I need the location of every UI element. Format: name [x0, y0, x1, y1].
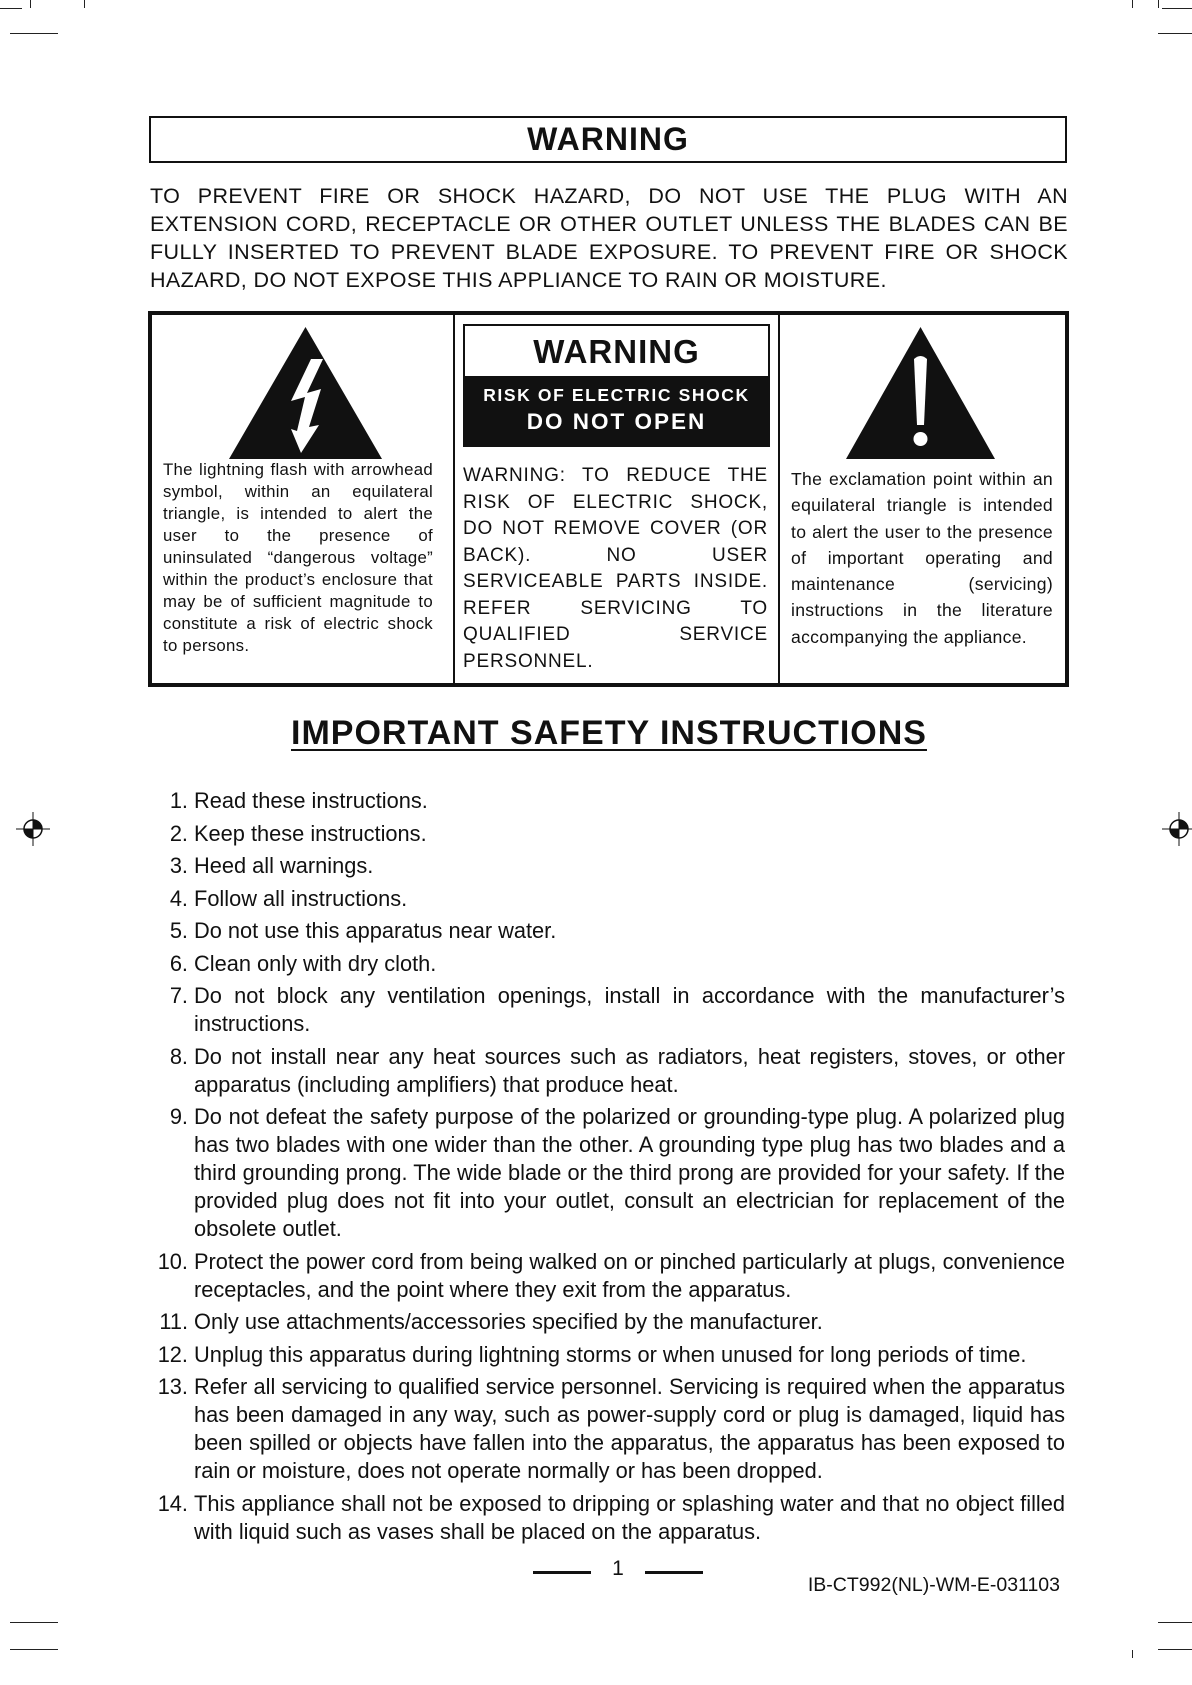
list-item-text: Keep these instructions.: [194, 820, 427, 846]
lightning-description: The lightning flash with arrowhead symbol, within an equilateral triangle, is intended to alert the user to the presence of uninsulated “dangerous voltage” within the product’s enclosure that may be of sufficient magnitude to constitute a risk of electric shock to persons.: [163, 460, 433, 655]
crop-mark: [10, 1622, 58, 1623]
crop-mark: [1158, 1622, 1192, 1623]
list-item-text: Refer all servicing to qualified service personnel. Servicing is required when the apparatus has been damaged in any way, such as power-supply cord or plug is damaged, liquid has been spilled or objects have fallen into the apparatus, the apparatus has been exposed to rain or moisture, does not operate normally or has been dropped.: [194, 1374, 1065, 1483]
warning-banner: [149, 116, 1067, 163]
list-item-text: Do not block any ventilation openings, install in accordance with the manufacturer’s instructions.: [194, 983, 1065, 1036]
list-item-number: 6.: [169, 950, 188, 976]
warning-label-title: WARNING: [533, 333, 700, 370]
exclamation-triangle-icon: [844, 325, 997, 461]
exclamation-description: The exclamation point within an equilateral triangle is intended to alert the user to the presence of important operating and maintenance (servicing) instructions in the literature accompanying the appliance.: [791, 469, 1053, 647]
list-item-number: 7.: [169, 983, 188, 1008]
list-item-text: Clean only with dry cloth.: [194, 950, 437, 976]
list-item: [150, 1341, 1065, 1369]
warning-label-band: [465, 376, 768, 445]
lightning-triangle-icon: [227, 325, 384, 461]
page-number-text: 1: [612, 1557, 624, 1580]
risk-of-shock-text: RISK OF ELECTRIC SHOCK: [483, 385, 750, 405]
list-item: [150, 950, 1065, 978]
crop-mark: [10, 33, 58, 34]
list-item-number: 14.: [157, 1490, 188, 1516]
list-item-number: 11.: [159, 1309, 188, 1334]
crop-mark: [1162, 8, 1192, 9]
registration-mark-icon: [1162, 812, 1192, 846]
list-item-number: 5.: [169, 918, 188, 943]
warning-panel: [148, 311, 1069, 687]
shock-warning-description: WARNING: TO REDUCE THE RISK OF ELECTRIC SHOCK, DO NOT REMOVE COVER (OR BACK). NO USER SERVICEABLE PARTS INSIDE. REFER SERVICING TO QUALIFIED SERVICE PERSONNEL.: [463, 465, 768, 672]
crop-mark: [10, 1649, 58, 1650]
list-item-number: 8.: [169, 1043, 188, 1069]
list-item-text: Do not use this apparatus near water.: [194, 918, 557, 943]
list-item-number: 9.: [169, 1104, 188, 1129]
list-item: [150, 852, 1065, 880]
list-item: [150, 917, 1065, 945]
warning-title: WARNING: [527, 121, 689, 157]
crop-mark: [1158, 0, 1159, 8]
warning-label-column: [455, 315, 780, 683]
list-item-number: 3.: [169, 853, 188, 878]
list-item-text: Read these instructions.: [194, 788, 428, 813]
document-code: IB-CT992(NL)-WM-E-031103: [807, 1574, 1060, 1596]
list-item: [150, 1248, 1065, 1304]
list-item-text: Do not defeat the safety purpose of the polarized or grounding-type plug. A polarized plug has two blades with one wider than the other. A grounding type plug has two blades and a third grounding prong. The wide blade or the third prong are provided for your safety. If the provided plug does not fit into your outlet, consult an electrician for replacement of the obsolete outlet.: [194, 1104, 1065, 1241]
list-item: [150, 982, 1065, 1038]
list-item: [150, 885, 1065, 913]
hazard-paragraph: TO PREVENT FIRE OR SHOCK HAZARD, DO NOT USE THE PLUG WITH AN EXTENSION CORD, RECEPTACLE OR OTHER OUTLET UNLESS THE BLADES CAN BE FULLY INSERTED TO PREVENT BLADE EXPOSURE. TO PREVENT FIRE OR SHOCK HAZARD, DO NOT EXPOSE THIS APPLIANCE TO RAIN OR MOISTURE.: [150, 184, 1068, 292]
crop-mark: [0, 8, 22, 9]
list-item-number: 10.: [157, 1248, 188, 1274]
registration-mark-icon: [16, 812, 50, 846]
crop-mark: [84, 0, 85, 8]
list-item-number: 2.: [169, 820, 188, 846]
crop-mark: [1132, 0, 1133, 8]
list-item-number: 4.: [169, 885, 188, 911]
list-item-number: 1.: [169, 788, 188, 813]
page-number-rule: [645, 1571, 703, 1574]
crop-mark: [1158, 33, 1192, 34]
crop-mark: [1158, 1649, 1192, 1650]
section-title: IMPORTANT SAFETY INSTRUCTIONS: [291, 714, 927, 752]
list-item-number: 13.: [157, 1374, 188, 1399]
list-item-text: Follow all instructions.: [194, 885, 408, 911]
list-item-text: Do not install near any heat sources such as radiators, heat registers, stoves, or other apparatus (including amplifiers) that produce heat.: [194, 1043, 1065, 1097]
exclamation-column: [780, 315, 1065, 683]
list-item: [150, 1043, 1065, 1099]
do-not-open-text: DO NOT OPEN: [526, 409, 707, 434]
page-number: [533, 1557, 703, 1587]
lightning-column: [152, 315, 455, 683]
safety-instructions-list: [150, 787, 1065, 1550]
warning-label: [463, 324, 770, 447]
list-item: [150, 820, 1065, 848]
list-item: [150, 787, 1065, 815]
list-item-text: Unplug this apparatus during lightning storms or when unused for long periods of time.: [194, 1341, 1027, 1367]
list-item: [150, 1490, 1065, 1546]
list-item-text: Protect the power cord from being walked on or pinched particularly at plugs, convenience receptacles, and the point where they exit from the apparatus.: [194, 1248, 1065, 1302]
list-item-text: Only use attachments/accessories specified by the manufacturer.: [194, 1309, 823, 1334]
list-item: [150, 1103, 1065, 1243]
list-item: [150, 1308, 1065, 1336]
list-item: [150, 1373, 1065, 1485]
crop-mark: [1132, 1650, 1133, 1658]
list-item-text: This appliance shall not be exposed to dripping or splashing water and that no object filled with liquid such as vases shall be placed on the apparatus.: [194, 1490, 1065, 1544]
list-item-number: 12.: [157, 1341, 188, 1367]
crop-mark: [30, 0, 31, 8]
list-item-text: Heed all warnings.: [194, 853, 374, 878]
